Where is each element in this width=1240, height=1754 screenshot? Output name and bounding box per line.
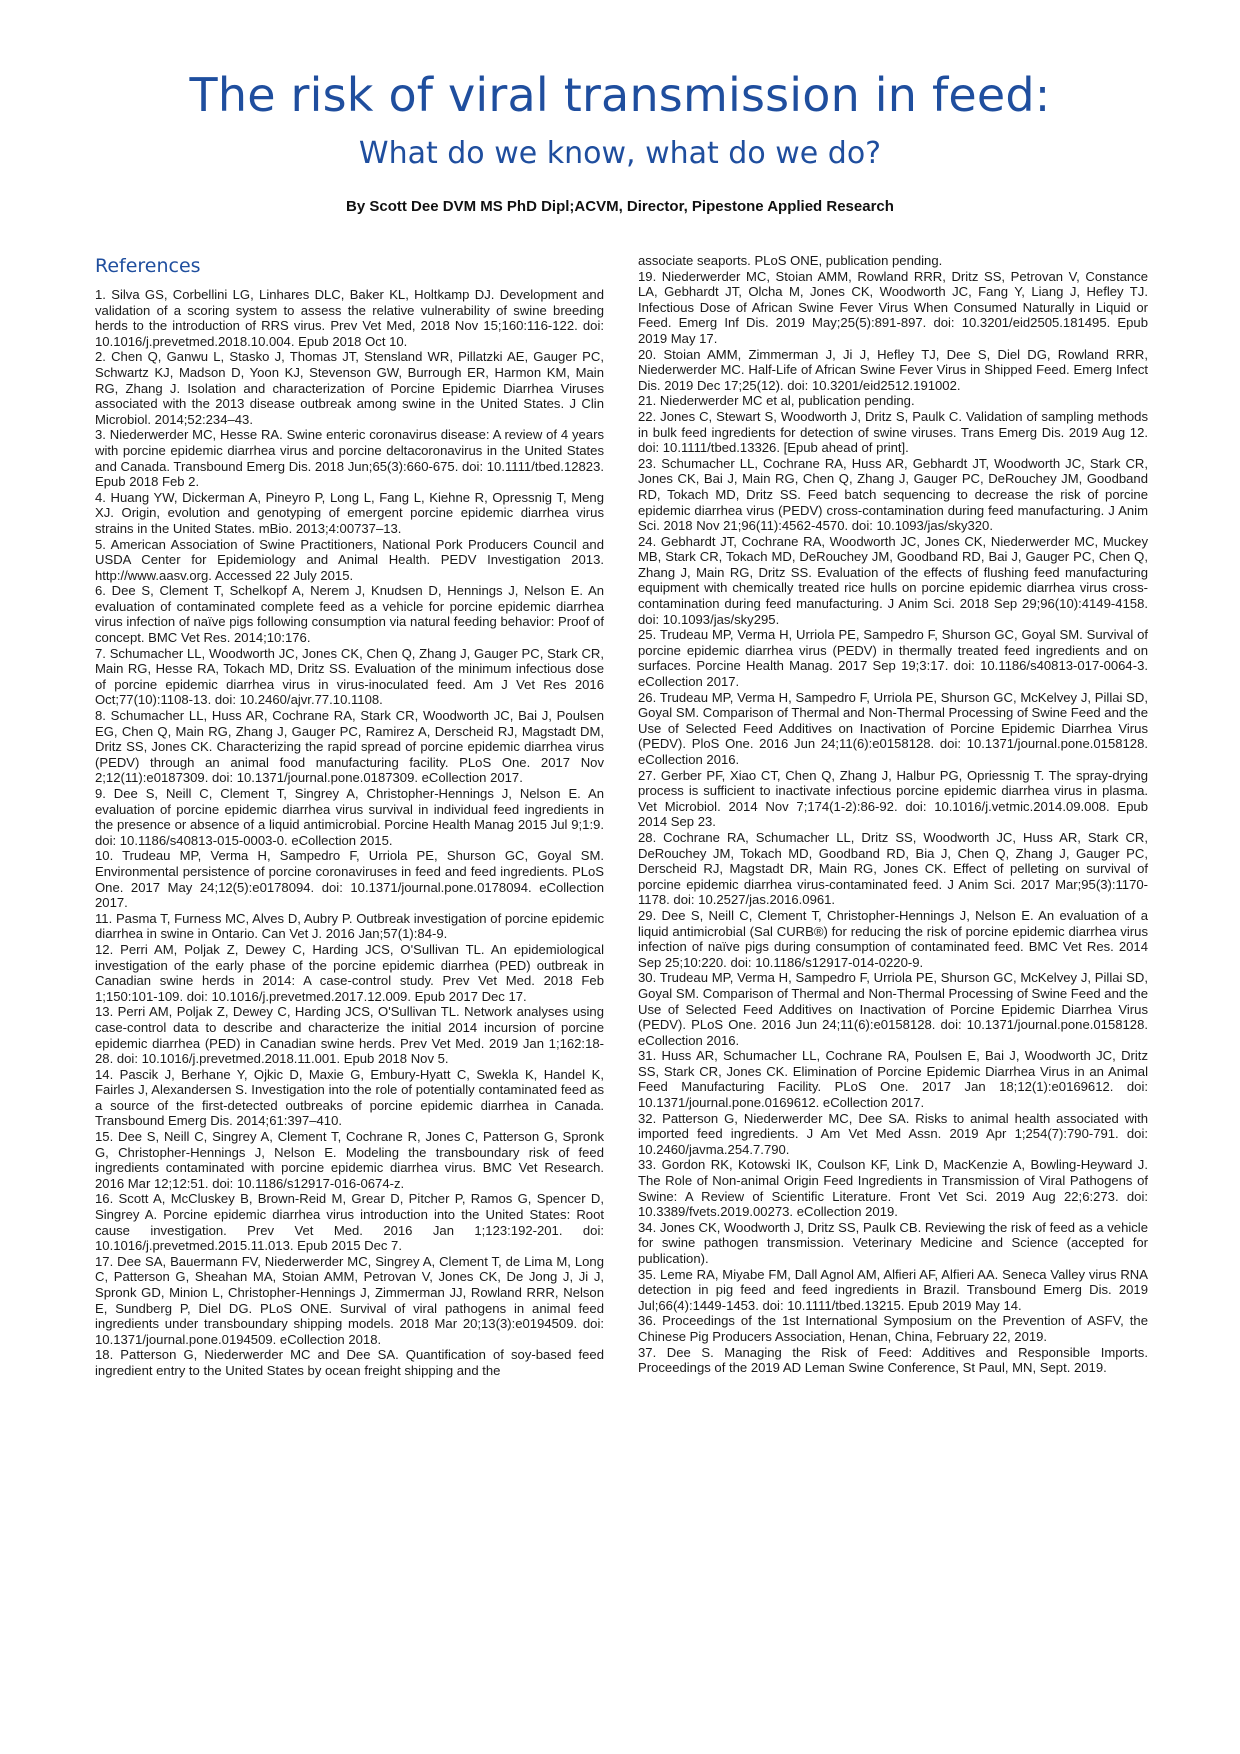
page-title: The risk of viral transmission in feed:: [189, 68, 1051, 122]
reference-item: 36. Proceedings of the 1st International Symposium on the Prevention of ASFV, the Chinese Pig Producers Association, Henan, China, February 22, 2019.: [638, 1313, 1148, 1344]
reference-item: 27. Gerber PF, Xiao CT, Chen Q, Zhang J, Halbur PG, Opriessnig T. The spray-drying process is sufficient to inactivate infectious porcine epidemic diarrhea virus in plasma. Vet Microbiol. 2014 Nov 7;174(1-2):86-92. doi: 10.1016/j.vetmic.2014.09.008. Epub 2014 Sep 23.: [638, 767, 1148, 830]
reference-item: 7. Schumacher LL, Woodworth JC, Jones CK, Chen Q, Zhang J, Gauger PC, Stark CR, Main RG, Hesse RA, Tokach MD, Dritz SS. Evaluation of the minimum infectious dose of porcine epidemic diarrhea virus in virus-inoculated feed. Am J Vet Res 2016 Oct;77(10):1108-13. doi: 10.2460/ajvr.77.10.1108.: [95, 645, 604, 708]
reference-item: 25. Trudeau MP, Verma H, Urriola PE, Sampedro F, Shurson GC, Goyal SM. Survival of porcine epidemic diarrhea virus (PEDV) in thermally treated feed ingredients and on surfaces. Porcine Health Manag. 2017 Sep 19;3:17. doi: 10.1186/s40813-017-0064-3. eCollection 2017.: [638, 627, 1148, 690]
references-right-column: [638, 253, 1148, 1376]
reference-item: 33. Gordon RK, Kotowski IK, Coulson KF, Link D, MacKenzie A, Bowling-Heyward J. The Role of Non-animal Origin Feed Ingredients in Transmission of Viral Pathogens of Swine: A Review of Scientific Literature. Front Vet Sci. 2019 Aug 22;6:273. doi: 10.3389/fvets.2019.00273. eCollection 2019.: [638, 1157, 1148, 1220]
references-list-left: [95, 287, 604, 1379]
references-list-right: [638, 253, 1148, 1376]
reference-item: 12. Perri AM, Poljak Z, Dewey C, Harding JCS, O'Sullivan TL. An epidemiological investigation of the early phase of the porcine epidemic diarrhea (PED) outbreak in Canadian swine herds in 2014: A case-control study. Prev Vet Med. 2018 Feb 1;150:101-109. doi: 10.1016/j.prevetmed.2017.12.009. Epub 2017 Dec 17.: [95, 941, 604, 1004]
reference-item: 29. Dee S, Neill C, Clement T, Christopher-Hennings J, Nelson E. An evaluation of a liquid antimicrobial (Sal CURB®) for reducing the risk of porcine epidemic diarrhea virus infection of naïve pigs during consumption of contaminated feed. BMC Vet Res. 2014 Sep 25;10:220. doi: 10.1186/s12917-014-0220-9.: [638, 907, 1148, 970]
reference-item: 17. Dee SA, Bauermann FV, Niederwerder MC, Singrey A, Clement T, de Lima M, Long C, Patterson G, Sheahan MA, Stoian AMM, Petrovan V, Jones CK, De Jong J, Ji J, Spronk GD, Minion L, Christopher-Hennings J, Zimmerman JJ, Rowland RRR, Nelson E, Sundberg P, Diel DG. PLoS ONE. Survival of viral pathogens in animal feed ingredients under transboundary shipping models. 2018 Mar 20;13(3):e0194509. doi: 10.1371/journal.pone.0194509. eCollection 2018.: [95, 1253, 604, 1347]
reference-item: associate seaports. PLoS ONE, publication pending.: [638, 253, 943, 268]
references-heading: References: [95, 255, 201, 277]
reference-item: 14. Pascik J, Berhane Y, Ojkic D, Maxie G, Embury-Hyatt C, Swekla K, Handel K, Fairles J, Alexandersen S. Investigation into the role of potentially contaminated feed as a source of the first-detected outbreaks of porcine epidemic diarrhea in Canada. Transbound Emerg Dis. 2014;61:397–410.: [95, 1066, 604, 1129]
reference-item: 26. Trudeau MP, Verma H, Sampedro F, Urriola PE, Shurson GC, McKelvey J, Pillai SD, Goyal SM. Comparison of Thermal and Non-Thermal Processing of Swine Feed and the Use of Selected Feed Additives on Inactivation of Porcine Epidemic Diarrhea Virus (PEDV). PloS One. 2016 Jun 24;11(6):e0158128. doi: 10.1371/journal.pone.0158128. eCollection 2016.: [638, 689, 1148, 767]
reference-item: 34. Jones CK, Woodworth J, Dritz SS, Paulk CB. Reviewing the risk of feed as a vehicle for swine pathogen transmission. Veterinary Medicine and Science (accepted for publication).: [638, 1219, 1148, 1266]
reference-item: 11. Pasma T, Furness MC, Alves D, Aubry P. Outbreak investigation of porcine epidemic diarrhea in swine in Ontario. Can Vet J. 2016 Jan;57(1):84-9.: [95, 910, 604, 942]
reference-item: 23. Schumacher LL, Cochrane RA, Huss AR, Gebhardt JT, Woodworth JC, Stark CR, Jones CK, Bai J, Main RG, Chen Q, Zhang J, Gauger PC, DeRouchey JM, Goodband RD, Tokach MD, Dritz SS. Feed batch sequencing to decrease the risk of porcine epidemic diarrhea virus (PEDV) cross-contamination during feed manufacturing. J Anim Sci. 2018 Nov 21;96(11):4562-4570. doi: 10.1093/jas/sky320.: [638, 455, 1148, 534]
reference-item: 37. Dee S. Managing the Risk of Feed: Additives and Responsible Imports. Proceedings of the 2019 AD Leman Swine Conference, St Paul, MN, Sept. 2019.: [638, 1344, 1148, 1376]
reference-item: 2. Chen Q, Ganwu L, Stasko J, Thomas JT, Stensland WR, Pillatzki AE, Gauger PC, Schwartz KJ, Madson D, Yoon KJ, Stevenson GW, Burrough ER, Harmon KM, Main RG, Zhang J. Isolation and characterization of Porcine Epidemic Diarrhea Viruses associated with the 2013 disease outbreak among swine in the United States. J Clin Microbiol. 2014;52:234–43.: [95, 349, 604, 427]
reference-item: 35. Leme RA, Miyabe FM, Dall Agnol AM, Alfieri AF, Alfieri AA. Seneca Valley virus RNA detection in pig feed and feed ingredients in Brazil. Transbound Emerg Dis. 2019 Jul;66(4):1449-1453. doi: 10.1111/tbed.13215. Epub 2019 May 14.: [638, 1266, 1148, 1313]
references-left-column: [95, 255, 604, 1379]
reference-item: 20. Stoian AMM, Zimmerman J, Ji J, Hefley TJ, Dee S, Diel DG, Rowland RRR, Niederwerder MC. Half-Life of African Swine Fever Virus in Shipped Feed. Emerg Infect Dis. 2019 Dec 17;25(12). doi: 10.3201/eid2512.191002.: [638, 346, 1148, 393]
reference-item: 19. Niederwerder MC, Stoian AMM, Rowland RRR, Dritz SS, Petrovan V, Constance LA, Gebhardt JT, Olcha M, Jones CK, Woodworth JC, Fang Y, Liang J, Hefley TJ. Infectious Dose of African Swine Fever Virus When Consumed Naturally in Liquid or Feed. Emerg Inf Dis. 2019 May;25(5):891-897. doi: 10.3201/eid2505.181495. Epub 2019 May 17.: [638, 268, 1148, 346]
reference-item: 32. Patterson G, Niederwerder MC, Dee SA. Risks to animal health associated with imported feed ingredients. J Am Vet Med Assn. 2019 Apr 1;254(7):790-791. doi: 10.2460/javma.254.7.790.: [638, 1110, 1148, 1157]
reference-item: 21. Niederwerder MC et al, publication pending.: [638, 393, 915, 409]
reference-item: 8. Schumacher LL, Huss AR, Cochrane RA, Stark CR, Woodworth JC, Bai J, Poulsen EG, Chen Q, Main RG, Zhang J, Gauger PC, Ramirez A, Derscheid RJ, Magstadt DM, Dritz SS, Jones CK. Characterizing the rapid spread of porcine epidemic diarrhea virus (PEDV) through an animal food manufacturing facility. PLoS One. 2017 Nov 2;12(11):e0187309. doi: 10.1371/journal.pone.0187309. eCollection 2017.: [95, 708, 604, 786]
reference-item: 5. American Association of Swine Practitioners, National Pork Producers Council and USDA Center for Epidemiology and Animal Health. PEDV Investigation 2013. http://www.aasv.org. Accessed 22 July 2015.: [95, 536, 604, 583]
reference-item: 24. Gebhardt JT, Cochrane RA, Woodworth JC, Jones CK, Niederwerder MC, Muckey MB, Stark CR, Tokach MD, DeRouchey JM, Goodband RD, Bai J, Gauger PC, Chen Q, Zhang J, Main RG, Dritz SS. Evaluation of the effects of flushing feed manufacturing equipment with chemically treated rice hulls on porcine epidemic diarrhea virus cross-contamination during feed manufacturing. J Anim Sci. 2018 Sep 29;96(10):4149-4158. doi: 10.1093/jas/sky295.: [638, 533, 1148, 627]
reference-item: 15. Dee S, Neill C, Singrey A, Clement T, Cochrane R, Jones C, Patterson G, Spronk G, Christopher-Hennings J, Nelson E. Modeling the transboundary risk of feed ingredients contaminated with porcine epidemic diarrhea virus. BMC Vet Research. 2016 Mar 12;12:51. doi: 10.1186/s12917-016-0674-z.: [95, 1129, 604, 1191]
reference-item: 31. Huss AR, Schumacher LL, Cochrane RA, Poulsen E, Bai J, Woodworth JC, Dritz SS, Stark CR, Jones CK. Elimination of Porcine Epidemic Diarrhea Virus in an Animal Feed Manufacturing Facility. PLoS One. 2017 Jan 18;12(1):e0169612. doi: 10.1371/journal.pone.0169612. eCollection 2017.: [638, 1048, 1148, 1111]
reference-item: 6. Dee S, Clement T, Schelkopf A, Nerem J, Knudsen D, Hennings J, Nelson E. An evaluation of contaminated complete feed as a vehicle for porcine epidemic diarrhea virus infection of naïve pigs following consumption via natural feeding behavior: Proof of concept. BMC Vet Res. 2014;10:176.: [95, 583, 604, 646]
reference-item: 13. Perri AM, Poljak Z, Dewey C, Harding JCS, O'Sullivan TL. Network analyses using case-control data to describe and characterize the initial 2014 incursion of porcine epidemic diarrhea (PED) in Canadian swine herds. Prev Vet Med. 2019 Jan 1;162:18-28. doi: 10.1016/j.prevetmed.2018.11.001. Epub 2018 Nov 5.: [95, 1004, 604, 1067]
reference-item: 10. Trudeau MP, Verma H, Sampedro F, Urriola PE, Shurson GC, Goyal SM. Environmental persistence of porcine coronaviruses in feed and feed ingredients. PLoS One. 2017 May 24;12(5):e0178094. doi: 10.1371/journal.pone.0178094. eCollection 2017.: [95, 848, 604, 911]
reference-item: 9. Dee S, Neill C, Clement T, Singrey A, Christopher-Hennings J, Nelson E. An evaluation of porcine epidemic diarrhea virus survival in individual feed ingredients in the presence or absence of a liquid antimicrobial. Porcine Health Manag 2015 Jul 9;1:9. doi: 10.1186/s40813-015-0003-0. eCollection 2015.: [95, 786, 604, 848]
reference-item: 28. Cochrane RA, Schumacher LL, Dritz SS, Woodworth JC, Huss AR, Stark CR, DeRouchey JM, Tokach MD, Goodband RD, Bia J, Chen Q, Zhang J, Gauger PC, Derscheid RJ, Magstadt DR, Main RG, Jones CK. Effect of pelleting on survival of porcine epidemic diarrhea virus-contaminated feed. J Anim Sci. 2017 Mar;95(3):1170-1178. doi: 10.2527/jas.2016.0961.: [638, 829, 1148, 908]
reference-item: 16. Scott A, McCluskey B, Brown-Reid M, Grear D, Pitcher P, Ramos G, Spencer D, Singrey A. Porcine epidemic diarrhea virus introduction into the United States: Root cause investigation. Prev Vet Med. 2016 Jan 1;123:192-201. doi: 10.1016/j.prevetmed.2015.11.013. Epub 2015 Dec 7.: [95, 1191, 604, 1254]
reference-item: 18. Patterson G, Niederwerder MC and Dee SA. Quantification of soy-based feed ingredient entry to the United States by ocean freight shipping and the: [95, 1347, 604, 1378]
reference-item: 30. Trudeau MP, Verma H, Sampedro F, Urriola PE, Shurson GC, McKelvey J, Pillai SD, Goyal SM. Comparison of Thermal and Non-Thermal Processing of Swine Feed and the Use of Selected Feed Additives on Inactivation of Porcine Epidemic Diarrhea Virus (PEDV). PLoS One. 2016 Jun 24;11(6):e0158128. doi: 10.1371/journal.pone.0158128. eCollection 2016.: [638, 970, 1148, 1048]
reference-item: 22. Jones C, Stewart S, Woodworth J, Dritz S, Paulk C. Validation of sampling methods in bulk feed ingredients for detection of swine viruses. Trans Emerg Dis. 2019 Aug 12. doi: 10.1111/tbed.13326. [Epub ahead of print].: [638, 408, 1148, 456]
author-byline: By Scott Dee DVM MS PhD Dipl;ACVM, Director, Pipestone Applied Research: [346, 198, 894, 215]
reference-item: 4. Huang YW, Dickerman A, Pineyro P, Long L, Fang L, Kiehne R, Opressnig T, Meng XJ. Origin, evolution and genotyping of emergent porcine epidemic diarrhea virus strains in the United States. mBio. 2013;4:00737–13.: [95, 489, 604, 536]
reference-item: 1. Silva GS, Corbellini LG, Linhares DLC, Baker KL, Holtkamp DJ. Development and validation of a scoring system to assess the relative vulnerability of swine breeding herds to the introduction of RRS virus. Prev Vet Med, 2018 Nov 15;160:116-122. doi: 10.1016/j.prevetmed.2018.10.004. Epub 2018 Oct 10.: [95, 287, 604, 349]
page-subtitle: What do we know, what do we do?: [358, 136, 882, 171]
reference-item: 3. Niederwerder MC, Hesse RA. Swine enteric coronavirus disease: A review of 4 years with porcine epidemic diarrhea virus and porcine deltacoronavirus in the United States and Canada. Transbound Emerg Dis. 2018 Jun;65(3):660-675. doi: 10.1111/tbed.12823. Epub 2018 Feb 2.: [95, 427, 604, 490]
